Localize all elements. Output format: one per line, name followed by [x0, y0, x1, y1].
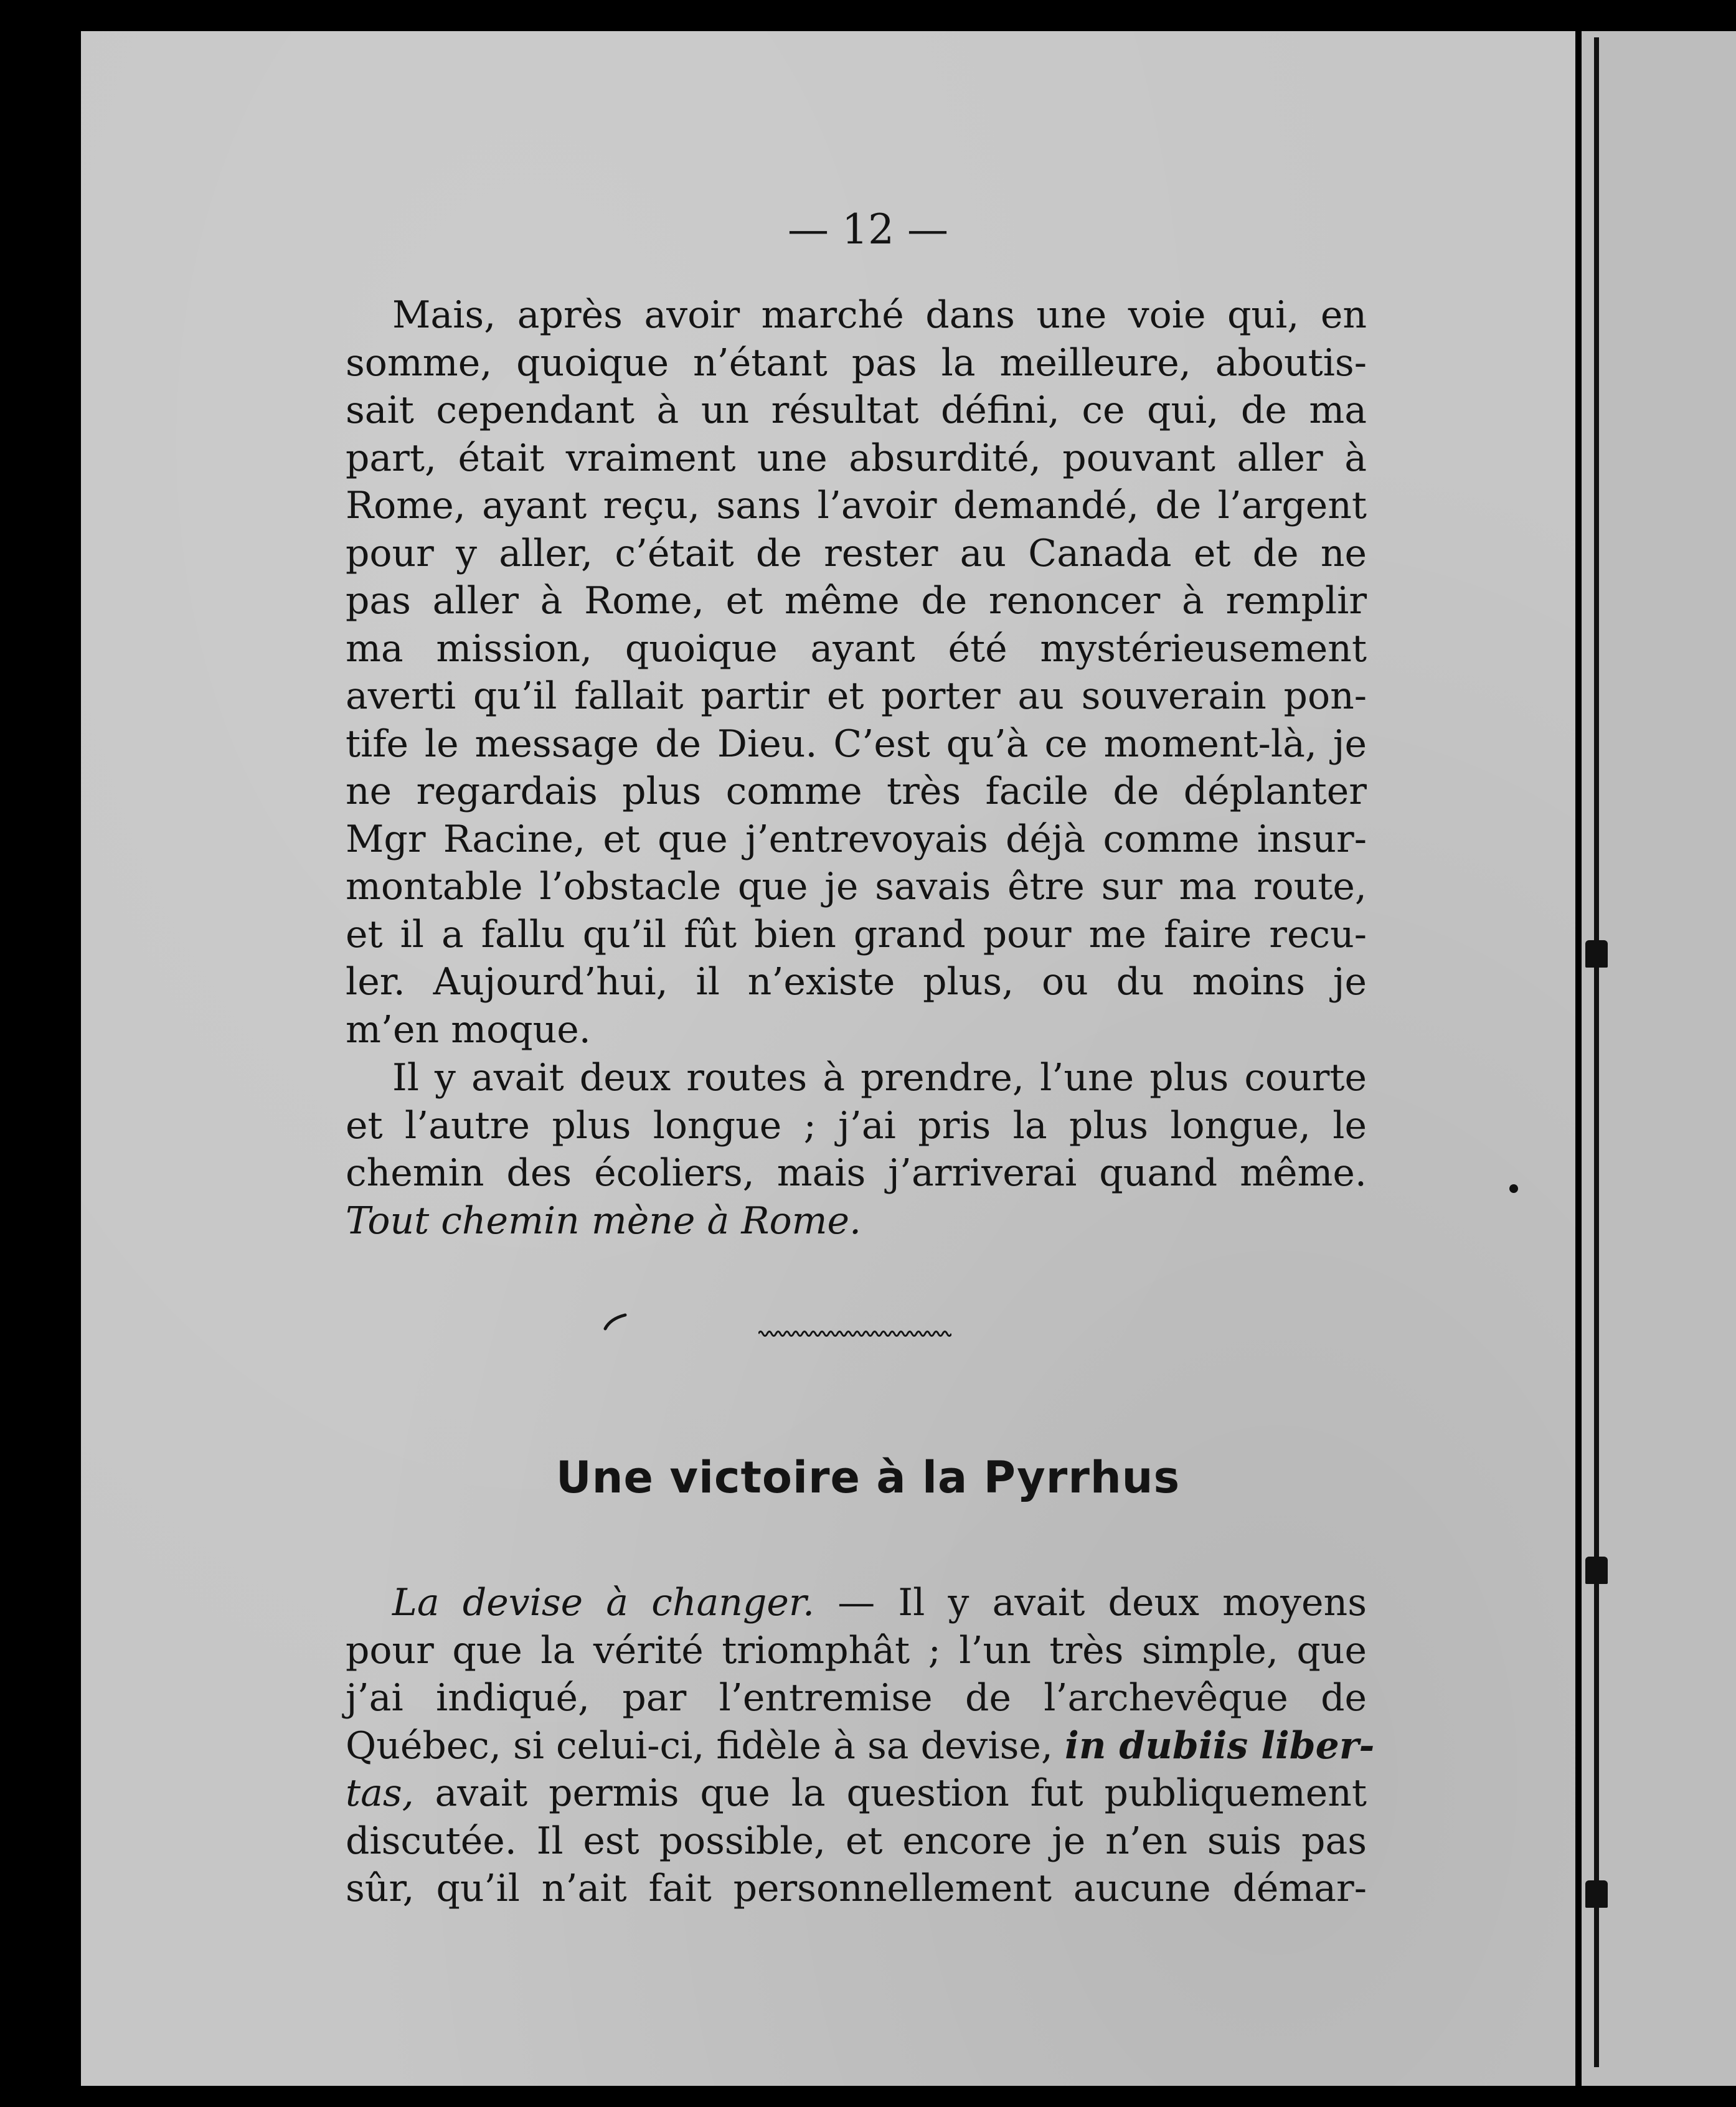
text-line: ler. Aujourd’hui, il n’existe plus, ou du moins je — [346, 960, 1367, 1004]
latin-motto: tas, — [346, 1771, 414, 1815]
text-line: pour y aller, c’était de rester au Canada et de ne — [346, 531, 1367, 575]
text-segment: avait permis que la question fut publiquement — [413, 1771, 1367, 1815]
ink-speck — [1509, 1184, 1518, 1193]
text-line: discutée. Il est possible, et encore je n’en suis pas — [346, 1819, 1367, 1863]
text-line — [346, 1579, 1367, 1627]
binding-clip — [1585, 1557, 1608, 1584]
text-line: Il y avait deux routes à prendre, l’une plus courte — [392, 1056, 1367, 1100]
section-separator — [758, 1327, 951, 1340]
paragraph-1 — [346, 291, 1367, 1054]
binding-line — [1594, 37, 1599, 2067]
text-line: ne regardais plus comme très facile de déplanter — [346, 770, 1367, 813]
text-line: Mais, après avoir marché dans une voie qui, en — [392, 293, 1367, 337]
text-line: Rome, ayant reçu, sans l’avoir demandé, de l’argent — [346, 484, 1367, 527]
latin-motto: in dubiis liber- — [1065, 1723, 1375, 1768]
text-line: Mgr Racine, et que j’entrevoyais déjà comme insur- — [346, 817, 1367, 861]
text-line: et l’autre plus longue ; j’ai pris la plus longue, le — [346, 1103, 1367, 1148]
text-line: pas aller à Rome, et même de renoncer à remplir — [346, 579, 1367, 623]
text-line — [346, 1722, 1375, 1770]
text-line: j’ai indiqué, par l’entremise de l’archevêque de — [346, 1676, 1367, 1720]
lead-italic: La devise à changer. — [392, 1581, 815, 1624]
text-line — [346, 1770, 1367, 1817]
text-line: m’en moque. — [346, 1007, 591, 1052]
adjacent-page-edge — [1582, 31, 1736, 2086]
text-line: tife le message de Dieu. C’est qu’à ce moment-là, je — [346, 722, 1367, 766]
text-segment: Québec, si celui-ci, fidèle à sa devise, — [346, 1723, 1065, 1768]
page-number: — 12 — — [788, 205, 948, 253]
text-line: montable l’obstacle que je savais être sur ma route, — [346, 865, 1367, 908]
binding-clip — [1585, 1880, 1608, 1908]
binding-clip — [1585, 940, 1608, 968]
text-line: sait cependant à un résultat défini, ce qui, de ma — [346, 389, 1367, 432]
text-line: pour que la vérité triomphât ; l’un très simple, que — [346, 1628, 1367, 1672]
text-line: ma mission, quoique ayant été mystérieusement — [346, 626, 1367, 671]
text-line: et il a fallu qu’il fût bien grand pour me faire recu- — [346, 912, 1367, 956]
paragraph-2 — [346, 1054, 1367, 1245]
text-line: averti qu’il fallait partir et porter au souverain pon- — [346, 674, 1367, 718]
paragraph-3 — [346, 1579, 1375, 1913]
text-line: chemin des écoliers, mais j’arriverai quand même. — [346, 1151, 1367, 1195]
text-line: part, était vraiment une absurdité, pouvant aller à — [346, 436, 1367, 480]
stray-ink-mark — [603, 1313, 628, 1331]
section-title: Une victoire à la Pyrrhus — [555, 1452, 1181, 1503]
text-line: sûr, qu’il n’ait fait personnellement aucune démar- — [346, 1867, 1367, 1910]
text-segment: — Il y avait deux moyens — [814, 1581, 1367, 1624]
text-line: somme, quoique n’étant pas la meilleure, aboutis- — [346, 341, 1367, 385]
italic-proverb: Tout chemin mène à Rome. — [346, 1199, 862, 1243]
